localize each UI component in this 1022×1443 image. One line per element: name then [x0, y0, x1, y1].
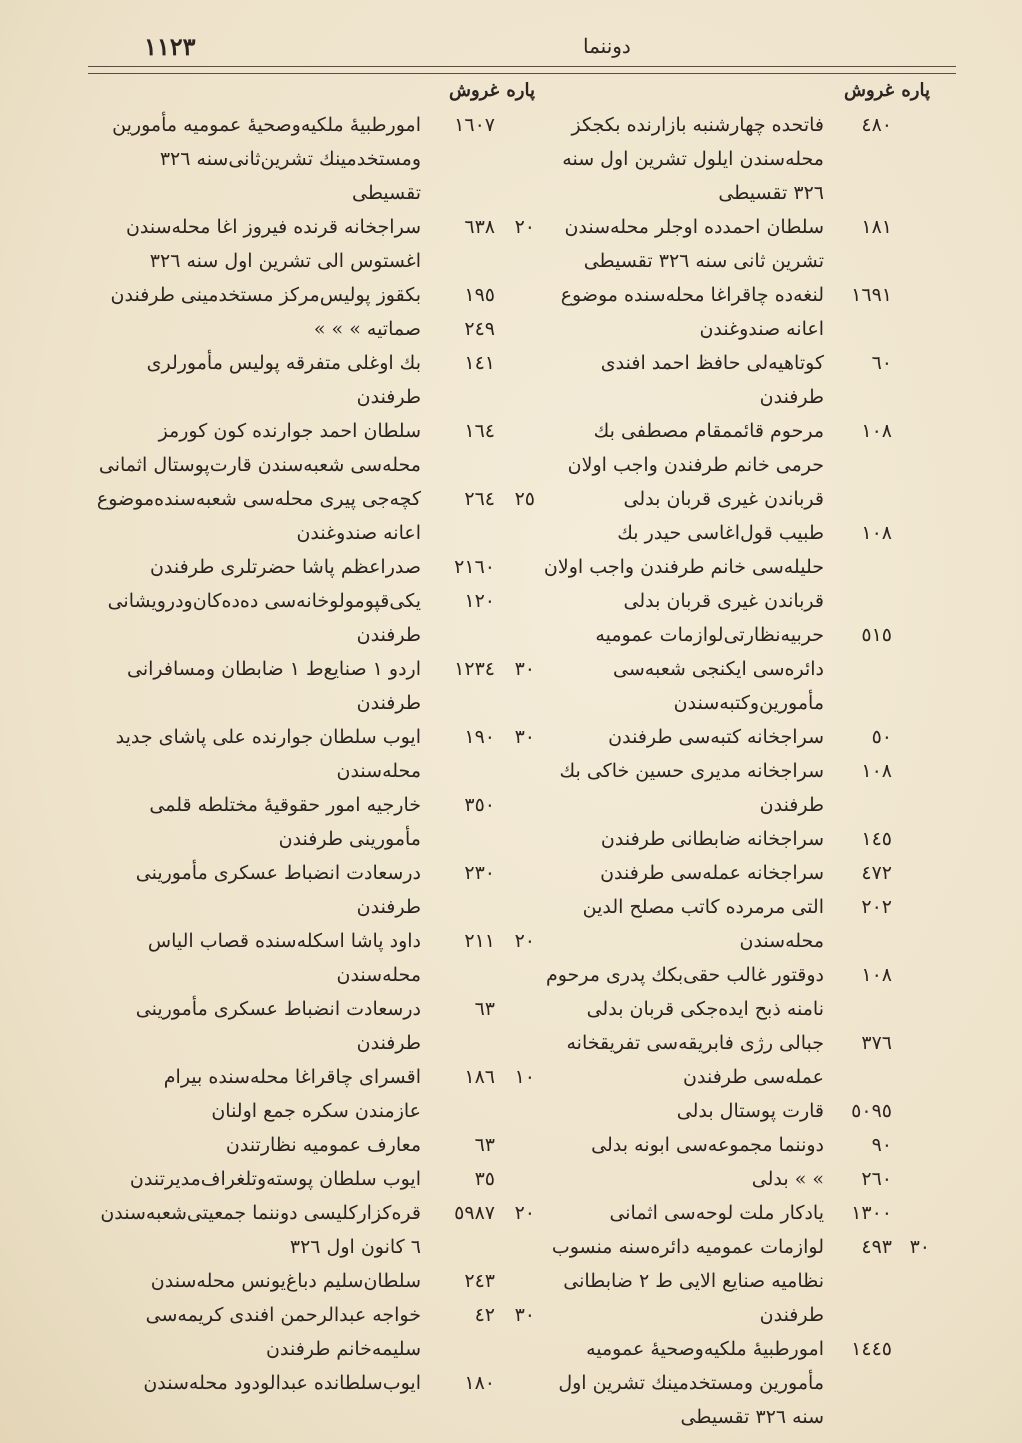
entry-description: طبیب قول‌اغاسی حیدر بك حلیله‌سی خانم طرفندن واجب اولان قرباندن غیری قربان بدلی — [543, 522, 824, 612]
donation-entry — [540, 1196, 930, 1230]
ghurush-amount: ١٦٩١ — [851, 284, 892, 306]
donation-entry — [540, 1332, 930, 1434]
entry-description: امورطبیهٔ ملکیه‌وصحیهٔ عمومیه مأمورین ومستخدمینك تشرین‌ثانی‌سنه ٣٢٦ تقسیطی — [112, 114, 421, 204]
entry-description: کوتاهیه‌لی حافظ احمد افندی طرفندن — [600, 352, 824, 408]
ghurush-amount: ١٠٨ — [861, 964, 892, 986]
ghurush-amount: ٩٠ — [871, 1134, 892, 1156]
donation-entry — [95, 720, 535, 788]
entry-description: سراجخانه ضابطانی طرفندن — [600, 828, 824, 850]
entry-description: خارجیه امور حقوقیهٔ مختلطه قلمی مأمورینی طرفندن — [149, 794, 421, 850]
ghurush-amount: ١٩٠ — [464, 726, 495, 748]
ghurush-amount: ١٤٥ — [861, 828, 892, 850]
ghurush-amount: ٤٩٣ — [861, 1236, 892, 1258]
ghurush-heading: غروش — [843, 80, 894, 101]
ghurush-amount: ١٠٨ — [861, 522, 892, 544]
donation-entry — [95, 1128, 535, 1162]
entry-description: صدراعظم پاشا حضرتلری طرفندن — [149, 556, 421, 578]
donation-entry — [95, 788, 535, 856]
ghurush-amount: ٢١٦٠ — [454, 556, 495, 578]
donation-entry — [540, 754, 930, 822]
right-column — [540, 80, 930, 1434]
entry-description: سلطان‌سلیم دباغ‌یونس محله‌سندن — [150, 1270, 421, 1292]
ghurush-amount: ٤٨٠ — [861, 114, 892, 136]
entry-description: اقسرای چاقراغا محله‌سنده بیرام عازمندن سکره جمع اولنان — [163, 1066, 421, 1122]
donation-entry — [540, 958, 930, 1026]
entry-description: بکقوز پولیس‌مرکز مستخدمینی طرفندن — [110, 284, 421, 306]
entry-description: کچه‌جی پیری محله‌سی شعبه‌سنده‌موضوع اعانه صندوغندن — [96, 488, 421, 544]
entry-description: معارف عمومیه نظارتندن — [225, 1134, 421, 1156]
ghurush-amount: ١٨١ — [861, 216, 892, 238]
donation-entry — [95, 856, 535, 924]
entry-description: درسعادت انضباط عسکری مأمورینی طرفندن — [135, 998, 421, 1054]
para-amount: ١٠ — [514, 1066, 535, 1088]
donation-entry — [95, 312, 535, 346]
entry-description: ایوب سلطان جوارنده علی پاشای جدید محله‌سندن — [115, 726, 421, 782]
ghurush-amount: ١٨٠ — [464, 1372, 495, 1394]
entry-description: لوازمات عمومیه دائره‌سنه منسوب نظامیه صنایع الایی ط ٢ ضابطانی طرفندن — [551, 1236, 824, 1326]
donation-entry — [540, 890, 930, 958]
ghurush-amount: ٢٠٢ — [861, 896, 892, 918]
page-number: ١١٢٣ — [144, 32, 196, 61]
entry-description: یکی‌قپومولوخانه‌سی ده‌ده‌کان‌ودرویشانی طرفندن — [107, 590, 421, 646]
entry-description: بك اوغلی متفرقه پولیس مأمورلری طرفندن — [146, 352, 421, 408]
ghurush-amount: ١٠٨ — [861, 420, 892, 442]
para-amount: ٣٠ — [514, 658, 535, 680]
entry-description: قارت پوستال بدلی — [676, 1100, 824, 1122]
ghurush-amount: ١٨٦ — [464, 1066, 495, 1088]
entry-description: داود پاشا اسکله‌سنده قصاب الیاس محله‌سندن — [147, 930, 421, 986]
donation-entry — [540, 414, 930, 516]
ghurush-amount: ٥٠ — [871, 726, 892, 748]
entry-description: التی مرمرده کاتب مصلح الدین محله‌سندن — [582, 896, 824, 952]
donation-entry — [95, 210, 535, 278]
ghurush-amount: ٣٧٦ — [861, 1032, 892, 1054]
para-amount: ٣٠ — [514, 1304, 535, 1326]
ghurush-amount: ٢٤٣ — [464, 1270, 495, 1292]
para-amount: ٣٠ — [514, 726, 535, 748]
para-amount: ٣٠ — [909, 1236, 930, 1258]
ghurush-amount: ٦٣ — [474, 1134, 495, 1156]
ghurush-amount: ٦٠ — [871, 352, 892, 374]
donation-entry — [95, 584, 535, 652]
donation-entry — [95, 1298, 535, 1366]
donation-entry — [540, 1230, 930, 1332]
ghurush-amount: ٥٠٩٥ — [851, 1100, 892, 1122]
donation-entry — [95, 108, 535, 210]
donation-entry — [95, 1264, 535, 1298]
ghurush-amount: ٤٧٢ — [861, 862, 892, 884]
ghurush-amount: ٦٣ — [474, 998, 495, 1020]
donation-entry — [95, 1196, 535, 1264]
ghurush-amount: ١٦٤ — [464, 420, 495, 442]
ghurush-amount: ١٤٤٥ — [851, 1338, 892, 1360]
entry-description: ایوب سلطان پوسته‌وتلغراف‌مدیرتندن — [129, 1168, 421, 1190]
donation-entry — [95, 414, 535, 482]
entry-description: درسعادت انضباط عسکری مأمورینی طرفندن — [135, 862, 421, 918]
entry-description: سلطان احمد جوارنده کون کورمز محله‌سی شعبه‌سندن قارت‌پوستال اثمانی — [98, 420, 421, 476]
donation-entry — [95, 992, 535, 1060]
column-header — [95, 80, 535, 108]
left-column — [95, 80, 535, 1400]
ghurush-amount: ٢٦٠ — [861, 1168, 892, 1190]
donation-entry — [540, 1162, 930, 1196]
entry-description: امورطبیهٔ ملکیه‌وصحیهٔ عمومیه مأمورین ومستخدمینك تشرین اول سنه ٣٢٦ تقسیطی — [558, 1338, 824, 1428]
entry-description: دوقتور غالب حقی‌بکك پدری مرحوم نامنه ذبح ایده‌جکی قربان بدلی — [545, 964, 824, 1020]
entry-description: قره‌کزارکلیسی دوننما جمعیتی‌شعبه‌سندن ٦ کانون اول ٣٢٦ — [100, 1202, 421, 1258]
donation-entry — [540, 1094, 930, 1128]
ghurush-amount: ١٤١ — [464, 352, 495, 374]
para-amount: ٢٥ — [514, 488, 535, 510]
donation-entry — [95, 346, 535, 414]
entry-description: سراجخانه کتبه‌سی طرفندن — [608, 726, 824, 748]
ghurush-amount: ٥٩٨٧ — [454, 1202, 495, 1224]
donation-entry — [95, 1162, 535, 1196]
entry-description: اردو ١ صنایع‌ط ١ ضابطان ومسافرانی طرفندن — [127, 658, 421, 714]
entry-description: سراجخانه عمله‌سی طرفندن — [600, 862, 824, 884]
ghurush-amount: ٢٣٠ — [464, 862, 495, 884]
running-title: دوننما — [583, 34, 631, 58]
entry-description: سلطان احمدده اوجلر محله‌سندن تشرین ثانی سنه ٣٢٦ تقسیطی — [564, 216, 824, 272]
entry-description: فاتحده چهارشنبه بازارنده بکجکز محله‌سندن ایلول تشرین اول سنه ٣٢٦ تقسیطی — [562, 114, 824, 204]
page-header — [88, 28, 956, 68]
para-heading: پاره — [506, 80, 535, 101]
entry-description: مرحوم قائممقام مصطفی بك حرمی خانم طرفندن واجب اولان قرباندن غیری قربان بدلی — [567, 420, 824, 510]
donation-entry — [540, 720, 930, 754]
donation-entry — [95, 550, 535, 584]
ghurush-amount: ٤٢ — [474, 1304, 495, 1326]
entry-description: لنغه‌ده چاقراغا محله‌سنده موضوع اعانه صندوغندن — [560, 284, 824, 340]
donation-entry — [95, 278, 535, 312]
ghurush-amount: ٦٣٨ — [464, 216, 495, 238]
donation-entry — [540, 278, 930, 346]
donation-entry — [95, 1366, 535, 1400]
ghurush-amount: ٣٥٠ — [464, 794, 495, 816]
entry-description: ایوب‌سلطانده عبدالودود محله‌سندن — [143, 1372, 421, 1394]
entry-description: جبالی رژی فابریقه‌سی تفریقخانه عمله‌سی طرفندن — [566, 1032, 824, 1088]
donation-entry — [540, 856, 930, 890]
entry-description: سراجخانه مدیری حسین خاکی بك طرفندن — [559, 760, 824, 816]
entry-description: » » بدلی — [751, 1168, 824, 1190]
header-rule — [88, 66, 956, 74]
ghurush-amount: ١٢٣٤ — [454, 658, 495, 680]
donation-entry — [95, 652, 535, 720]
donation-entry — [95, 482, 535, 550]
ghurush-amount: ١٣٠٠ — [851, 1202, 892, 1224]
ghurush-amount: ١٦٠٧ — [454, 114, 495, 136]
donation-entry — [540, 1128, 930, 1162]
ghurush-amount: ٢١١ — [464, 930, 495, 952]
ghurush-amount: ١٩٥ — [464, 284, 495, 306]
ghurush-heading: غروش — [448, 80, 499, 101]
ghurush-amount: ١٠٨ — [861, 760, 892, 782]
ghurush-amount: ٢٤٩ — [464, 318, 495, 340]
column-header — [540, 80, 930, 108]
entry-description: خواجه عبدالرحمن افندی کریمه‌سی سلیمه‌خانم طرفندن — [145, 1304, 421, 1360]
ghurush-amount: ٥١٥ — [861, 624, 892, 646]
donation-entry — [540, 822, 930, 856]
donation-entry — [540, 1026, 930, 1094]
donation-entry — [95, 1060, 535, 1128]
donation-entry — [95, 924, 535, 992]
para-amount: ٢٠ — [514, 1202, 535, 1224]
entry-description: صماتیه » » » — [313, 318, 421, 340]
entry-description: حربیه‌نظارتی‌لوازمات عمومیه دائره‌سی ایکنجی شعبه‌سی مأمورین‌وکتبه‌سندن — [595, 624, 824, 714]
donation-entry — [540, 210, 930, 278]
entry-description: یادکار ملت لوحه‌سی اثمانی — [609, 1202, 824, 1224]
entry-description: سراجخانه قرنده فیروز اغا محله‌سندن اغستوس الی تشرین اول سنه ٣٢٦ — [125, 216, 421, 272]
ghurush-amount: ٢٦٤ — [464, 488, 495, 510]
donation-entry — [540, 516, 930, 618]
para-amount: ٢٠ — [514, 216, 535, 238]
donation-entry — [540, 618, 930, 720]
entry-description: دوننما مجموعه‌سی ابونه بدلی — [591, 1134, 824, 1156]
ghurush-amount: ٣٥ — [474, 1168, 495, 1190]
donation-entry — [540, 346, 930, 414]
left-entry-list — [95, 108, 535, 1400]
ghurush-amount: ١٢٠ — [464, 590, 495, 612]
right-entry-list — [540, 108, 930, 1434]
para-heading: پاره — [901, 80, 930, 101]
para-amount: ٢٠ — [514, 930, 535, 952]
donation-entry — [540, 108, 930, 210]
